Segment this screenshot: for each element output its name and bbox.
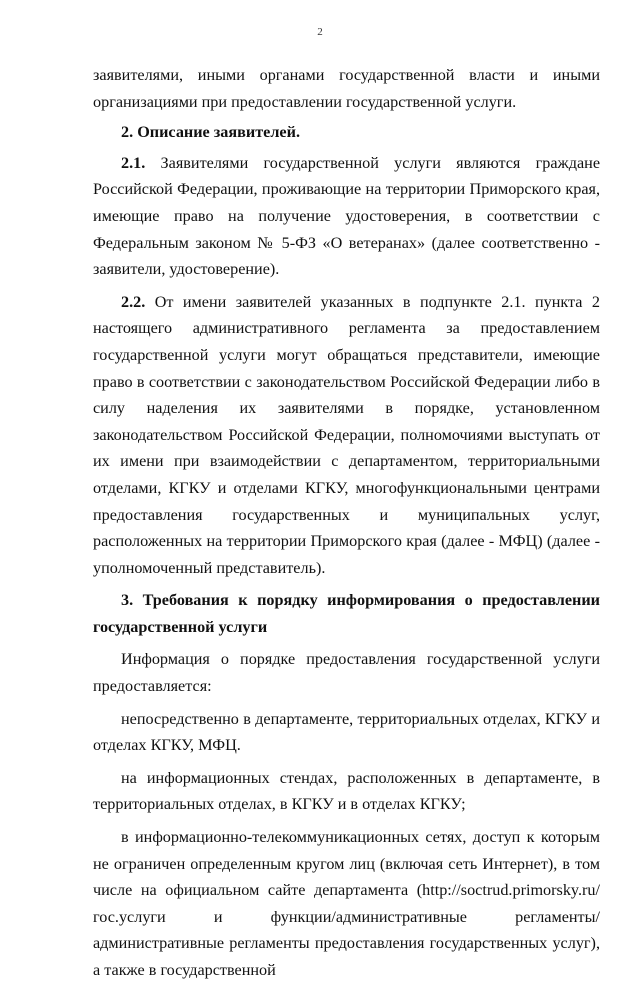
page-number: 2 [317,26,323,38]
paragraph-3-4: в информационно-телекоммуникационных сетях, доступ к которым не ограничен определенным кругом лиц (включая сеть Интернет), в том числе на официальном сайте департамента (http://soctrud.primorsky.ru/гос.услуги и функции/административные регламенты/ административные регламенты предоставления государственных услуг), а также в государственной [93,828,600,979]
clause-number-2-2: 2.2. [121,292,146,311]
paragraph-2-1 [93,150,600,283]
paragraph-3-3: на информационных стендах, расположенных в департаменте, в территориальных отделах, в КГКУ и в отделах КГКУ; [93,768,600,814]
clause-number-2-1: 2.1. [121,153,146,172]
section-heading-2: 2. Описание заявителей. [121,123,300,142]
paragraph-3-2: непосредственно в департаменте, территориальных отделах, КГКУ и отделах КГКУ, МФЦ. [93,709,600,755]
paragraph-intro: заявителями, иными органами государственной власти и иными организациями при предоставлении государственной услуги. [93,66,600,111]
clause-text-2-2: От имени заявителей указанных в подпункте 2.1. пункта 2 настоящего административного регламента за предоставлением государственной услуги могут обращаться представители, имеющие право в соответствии с законодательством Российской Федерации либо в силу наделения их заявителями в порядке, установленном законодательством Российской Федерации, полномочиями выступать от их имени при взаимодействии с департаментом, территориальными отделами, КГКУ и отделами КГКУ, многофункциональными центрами предоставления государственных и муниципальных услуг, расположенных на территории Приморского края (далее - МФЦ) (далее - уполномоченный представитель). [93,292,600,577]
document-body [93,62,600,984]
paragraph-3-1: Информация о порядке предоставления государственной услуги предоставляется: [93,650,600,696]
paragraph-2-2 [93,289,600,582]
clause-text-2-1: Заявителями государственной услуги являются граждане Российской Федерации, проживающие на территории Приморского края, имеющие право на получение удостоверения, в соответствии с Федеральным законом № 5-ФЗ «О ветеранах» (далее соответственно - заявители, удостоверение). [93,153,600,279]
section-heading-3: 3. Требования к порядку информирования о предоставлении государственной услуги [93,591,600,636]
